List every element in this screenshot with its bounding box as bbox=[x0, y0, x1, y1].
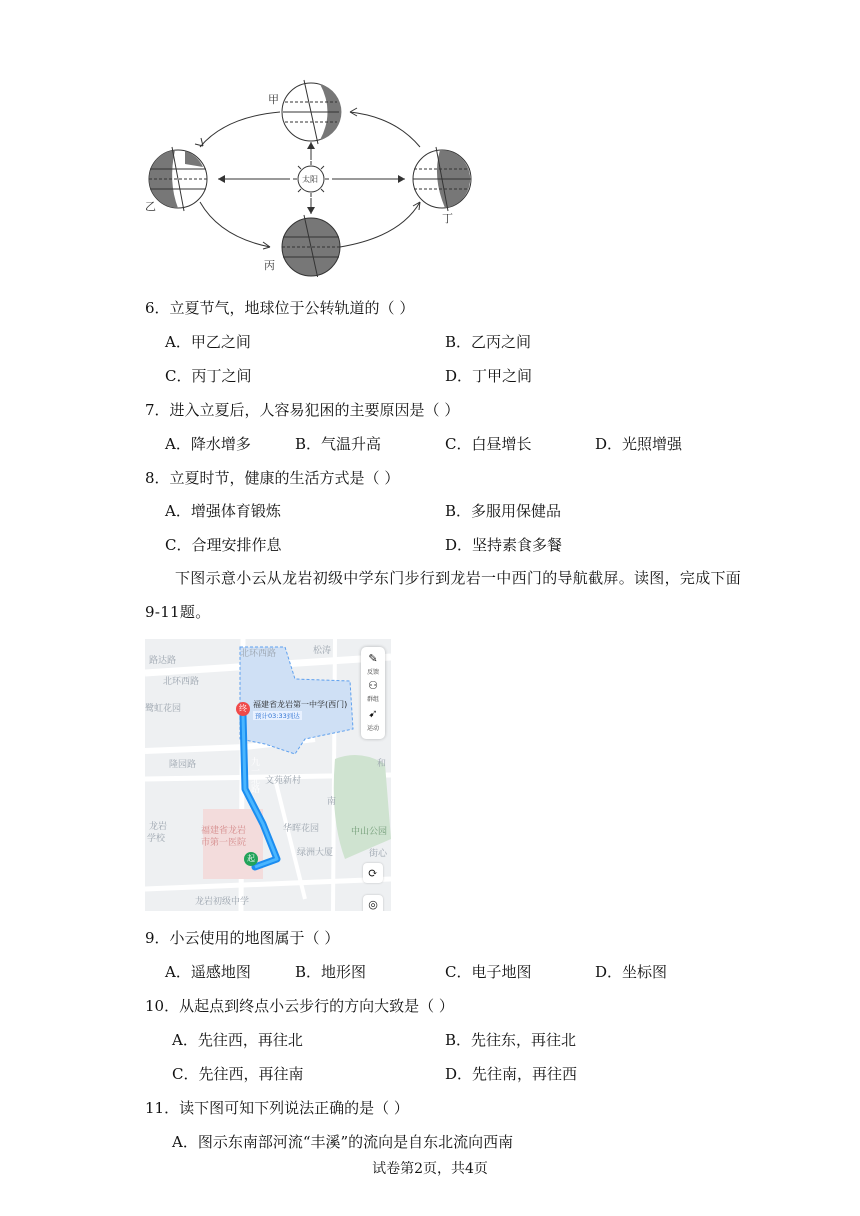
q9-option-c: C．电子地图 bbox=[445, 963, 532, 981]
label-jia: 甲 bbox=[268, 93, 279, 106]
q7-option-c: C．白昼增长 bbox=[445, 435, 532, 453]
map-label: 隆园路 bbox=[169, 760, 197, 770]
q7-option-a: A．降水增多 bbox=[165, 435, 251, 453]
map-label: 路达路 bbox=[149, 656, 177, 666]
map-label: 华晖花园 bbox=[283, 824, 320, 834]
tool-feedback-label: 反馈 bbox=[366, 669, 379, 676]
q9-option-a: A．遥感地图 bbox=[165, 963, 251, 981]
q6-option-b: B．乙丙之间 bbox=[445, 333, 532, 351]
locate-icon[interactable]: ◎ bbox=[363, 895, 383, 911]
q8-option-d: D．坚持素食多餐 bbox=[445, 536, 563, 554]
feedback-icon[interactable]: ✎ bbox=[368, 652, 378, 665]
earth-yi bbox=[149, 147, 207, 211]
map-label: 中山公园 bbox=[351, 827, 388, 837]
question-9: 9．小云使用的地图属于（ ） bbox=[145, 929, 340, 947]
q9-option-b: B．地形图 bbox=[295, 963, 367, 981]
q11-option-a: A．图示东南部河流“丰溪”的流向是自东北流向西南 bbox=[172, 1133, 514, 1151]
map-label: 学校 bbox=[147, 834, 166, 844]
question-11: 11．读下图可知下列说法正确的是（ ） bbox=[145, 1099, 409, 1117]
q10-option-b: B．先往东，再往北 bbox=[445, 1031, 577, 1049]
map-label: 南 bbox=[327, 797, 337, 807]
q6-option-a: A．甲乙之间 bbox=[165, 333, 251, 351]
map-label: 福建省龙岩 bbox=[201, 826, 247, 836]
label-sun: 太阳 bbox=[302, 175, 318, 184]
q9-option-d: D．坐标图 bbox=[595, 963, 668, 981]
tool-group-label: 群组 bbox=[366, 696, 379, 703]
map-toolbar bbox=[361, 647, 385, 739]
rotate-icon[interactable]: ⟳ bbox=[363, 863, 383, 883]
q6-option-c: C．丙丁之间 bbox=[165, 367, 252, 385]
map-label: 市第一医院 bbox=[201, 838, 247, 848]
map-label: 龙岩 bbox=[149, 822, 168, 832]
page-footer: 试卷第2页，共4页 bbox=[372, 1161, 488, 1177]
q8-option-b: B．多服用保健品 bbox=[445, 502, 562, 520]
start-marker-icon[interactable]: 起 bbox=[244, 852, 258, 866]
map-label: 绿洲大厦 bbox=[297, 848, 334, 858]
navigation-map bbox=[145, 639, 391, 911]
map-label: 松涛 bbox=[313, 646, 332, 656]
intro-paragraph: 下图示意小云从龙岩初级中学东门步行到龙岩一中西门的导航截屏。读图，完成下面9-11题。 bbox=[145, 569, 742, 621]
q8-option-c: C．合理安排作息 bbox=[165, 536, 282, 554]
eta-label: 预计03:33到达 bbox=[255, 712, 300, 720]
label-bing: 丙 bbox=[264, 259, 275, 272]
label-yi: 乙 bbox=[145, 200, 156, 213]
earth-bing bbox=[282, 215, 340, 277]
question-7: 7．进入立夏后，人容易犯困的主要原因是（ ） bbox=[145, 401, 460, 419]
q8-option-a: A．增强体育锻炼 bbox=[165, 502, 281, 520]
q10-option-a: A．先往西，再往北 bbox=[172, 1031, 303, 1049]
question-6: 6．立夏节气，地球位于公转轨道的（ ） bbox=[145, 299, 415, 317]
map-label: 北环西路 bbox=[240, 649, 277, 659]
map-label: 龙岩初级中学 bbox=[195, 897, 250, 907]
group-icon[interactable]: ⚇ bbox=[368, 679, 378, 692]
destination-name[interactable]: 福建省龙岩第一中学(西门) bbox=[253, 700, 348, 709]
q7-option-d: D．光照增强 bbox=[595, 435, 683, 453]
map-label: 街心 bbox=[369, 849, 388, 859]
earth-jia bbox=[282, 80, 341, 144]
tool-sport-label: 运动 bbox=[366, 725, 379, 732]
map-label: 和 bbox=[377, 759, 387, 769]
label-ding: 丁 bbox=[442, 212, 453, 225]
map-label: 北环西路 bbox=[163, 677, 200, 687]
question-10: 10．从起点到终点小云步行的方向大致是（ ） bbox=[145, 997, 454, 1015]
question-8: 8．立夏时节，健康的生活方式是（ ） bbox=[145, 469, 400, 487]
map-label: 文苑新村 bbox=[265, 776, 302, 786]
q6-option-d: D．丁甲之间 bbox=[445, 367, 533, 385]
map-label: 鹭虹花园 bbox=[145, 704, 182, 714]
q7-option-b: B．气温升高 bbox=[295, 435, 382, 453]
q10-option-c: C．先往西，再往南 bbox=[172, 1065, 304, 1083]
route-road-name: 九一北路 bbox=[249, 757, 259, 793]
q10-option-d: D．先往南，再往西 bbox=[445, 1065, 578, 1083]
earth-ding bbox=[413, 147, 471, 211]
end-marker-icon[interactable]: 终 bbox=[236, 702, 250, 716]
run-icon[interactable]: ➹ bbox=[368, 707, 378, 720]
